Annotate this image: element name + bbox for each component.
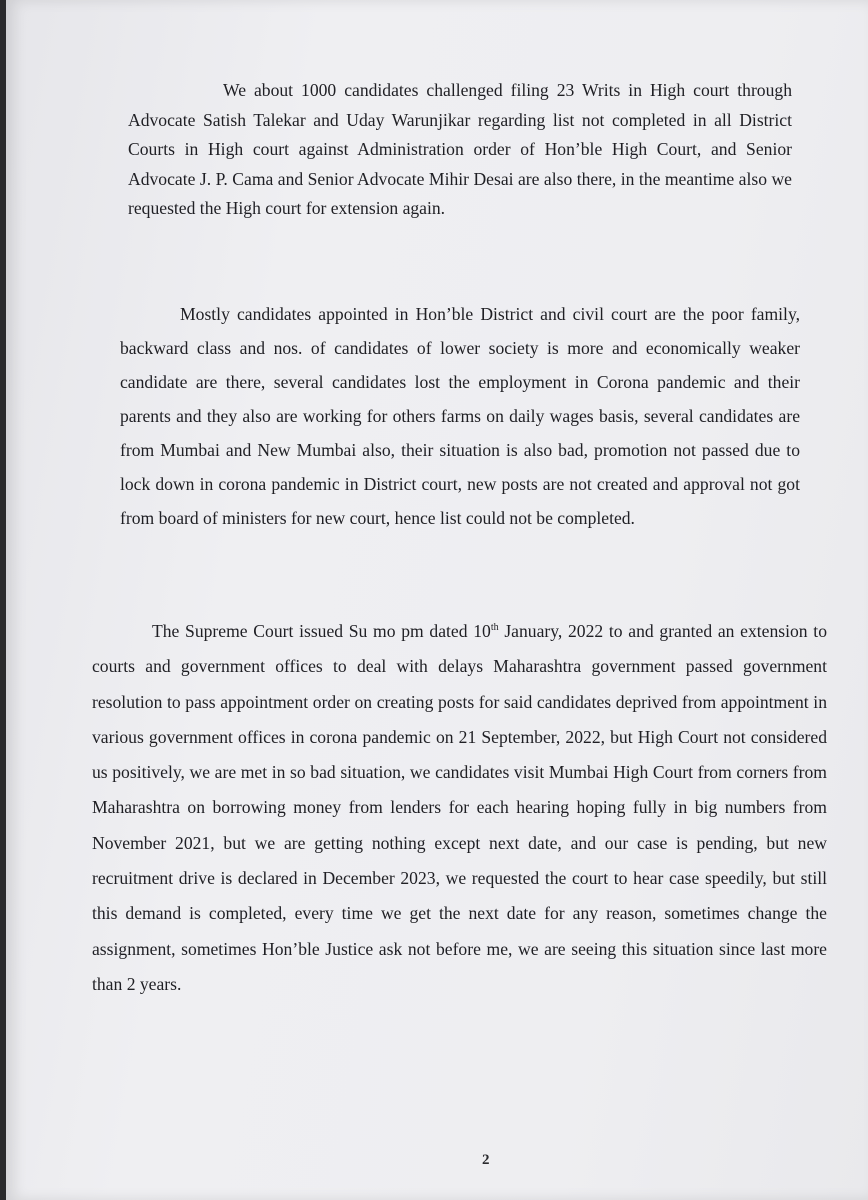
ordinal-suffix: th: [490, 622, 499, 634]
paragraph-supreme-court-start: The Supreme Court issued Su mo pm dated 10: [152, 621, 491, 641]
document-page: [6, 0, 868, 1200]
paragraph-supreme-court: [92, 614, 827, 1002]
paragraph-candidates-situation: Mostly candidates appointed in Hon’ble District and civil court are the poor family, backward class and nos. of candidates of lower society is more and economically weaker candidate are there, several candidates lost the employment in Corona pandemic and their parents and they also are working for others farms on daily wages basis, several candidates are from Mumbai and New Mumbai also, their situation is also bad, promotion not passed due to lock down in corona pandemic in District court, new posts are not created and approval not got from board of ministers for new court, hence list could not be completed.: [120, 304, 800, 528]
paragraph-supreme-court-rest: January, 2022 to and granted an extension to courts and government offices to deal with delays Maharashtra government passed government resolution to pass appointment order on creating posts for said candidates deprived from appointment in various government offices in corona pandemic on 21 September, 2022, but High Court not considered us positively, we are met in so bad situation, we candidates visit Mumbai High Court from corners from Maharashtra on borrowing money from lenders for each hearing hoping fully in big numbers from November 2021, but we are getting nothing except next date, and our case is pending, but new recruitment drive is declared in December 2023, we requested the court to hear case speedily, but still this demand is completed, every time we get the next date for any reason, sometimes change the assignment, sometimes Hon’ble Justice ask not before me, we are seeing this situation since last more than 2 years.: [92, 621, 827, 994]
page-number: 2: [482, 1152, 490, 1168]
paragraph-writs: We about 1000 candidates challenged filing 23 Writs in High court through Advocate Satish Talekar and Uday Warunjikar regarding list not completed in all District Courts in High court against Administration order of Hon’ble High Court, and Senior Advocate J. P. Cama and Senior Advocate Mihir Desai are also there, in the meantime also we requested the High court for extension again.: [128, 80, 792, 219]
